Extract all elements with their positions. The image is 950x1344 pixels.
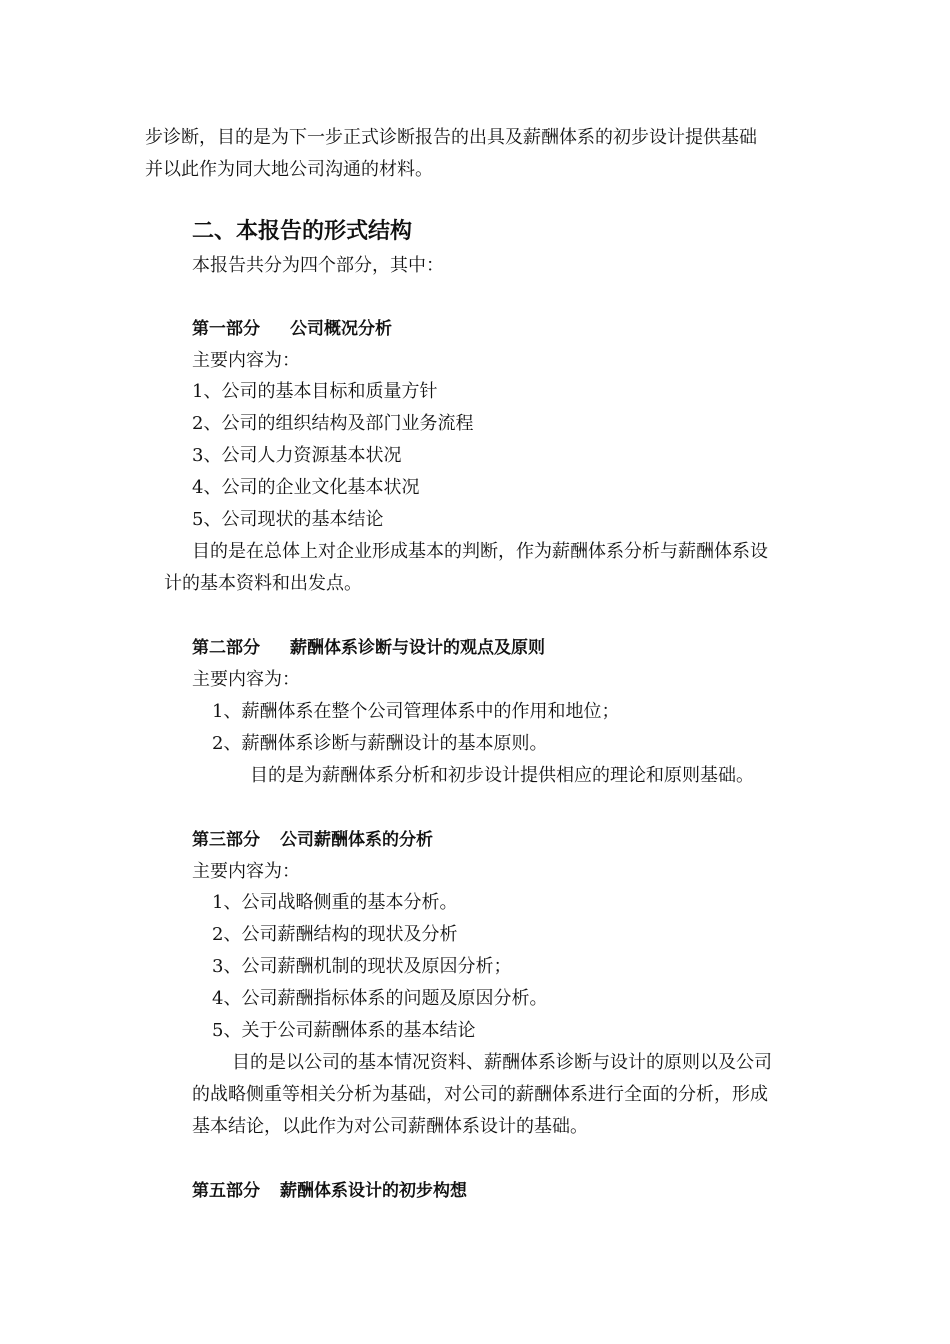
part1-main-label: 主要内容为： [192,350,300,371]
part1-item: 5、公司现状的基本结论 [192,509,384,530]
part3-title: 公司薪酬体系的分析 [280,830,433,850]
part2-main-label: 主要内容为： [192,669,300,690]
part3-item: 5、关于公司薪酬体系的基本结论 [212,1020,476,1041]
part3-purpose-line-3: 基本结论，以此作为对公司薪酬体系设计的基础。 [192,1116,588,1137]
part1-purpose-line-1: 目的是在总体上对企业形成基本的判断，作为薪酬体系分析与薪酬体系设 [192,541,768,562]
part3-main-label: 主要内容为： [192,861,300,882]
part3-heading [192,828,433,852]
section-summary: 本报告共分为四个部分，其中： [192,255,444,276]
part1-title: 公司概况分析 [290,319,392,339]
part1-heading [192,317,392,341]
part5-label: 第五部分 [192,1181,260,1201]
part1-purpose-line-2: 计的基本资料和出发点。 [164,573,362,594]
part2-item: 1、薪酬体系在整个公司管理体系中的作用和地位； [212,701,620,722]
part3-purpose-line-1: 目的是以公司的基本情况资料、薪酬体系诊断与设计的原则以及公司 [232,1052,772,1073]
part1-label: 第一部分 [192,319,260,339]
intro-line-2: 并以此作为同大地公司沟通的材料。 [145,159,433,180]
section-heading: 二、本报告的形式结构 [192,219,413,244]
part3-item: 1、公司战略侧重的基本分析。 [212,892,458,913]
part3-item: 2、公司薪酬结构的现状及分析 [212,924,458,945]
intro-line-1: 步诊断，目的是为下一步正式诊断报告的出具及薪酬体系的初步设计提供基础 [145,127,757,148]
part1-item: 2、公司的组织结构及部门业务流程 [192,413,474,434]
part1-item: 4、公司的企业文化基本状况 [192,477,420,498]
part5-heading [192,1179,467,1203]
part1-item: 1、公司的基本目标和质量方针 [192,381,438,402]
part2-purpose: 目的是为薪酬体系分析和初步设计提供相应的理论和原则基础。 [250,765,754,786]
part5-title: 薪酬体系设计的初步构想 [280,1181,467,1201]
part2-item: 2、薪酬体系诊断与薪酬设计的基本原则。 [212,733,548,754]
part2-label: 第二部分 [192,638,260,658]
part3-purpose-line-2: 的战略侧重等相关分析为基础，对公司的薪酬体系进行全面的分析，形成 [192,1084,768,1105]
part3-item: 3、公司薪酬机制的现状及原因分析； [212,956,512,977]
part2-title: 薪酬体系诊断与设计的观点及原则 [290,638,545,658]
part1-item: 3、公司人力资源基本状况 [192,445,402,466]
part2-heading [192,636,545,660]
part3-label: 第三部分 [192,830,260,850]
part3-item: 4、公司薪酬指标体系的问题及原因分析。 [212,988,548,1009]
